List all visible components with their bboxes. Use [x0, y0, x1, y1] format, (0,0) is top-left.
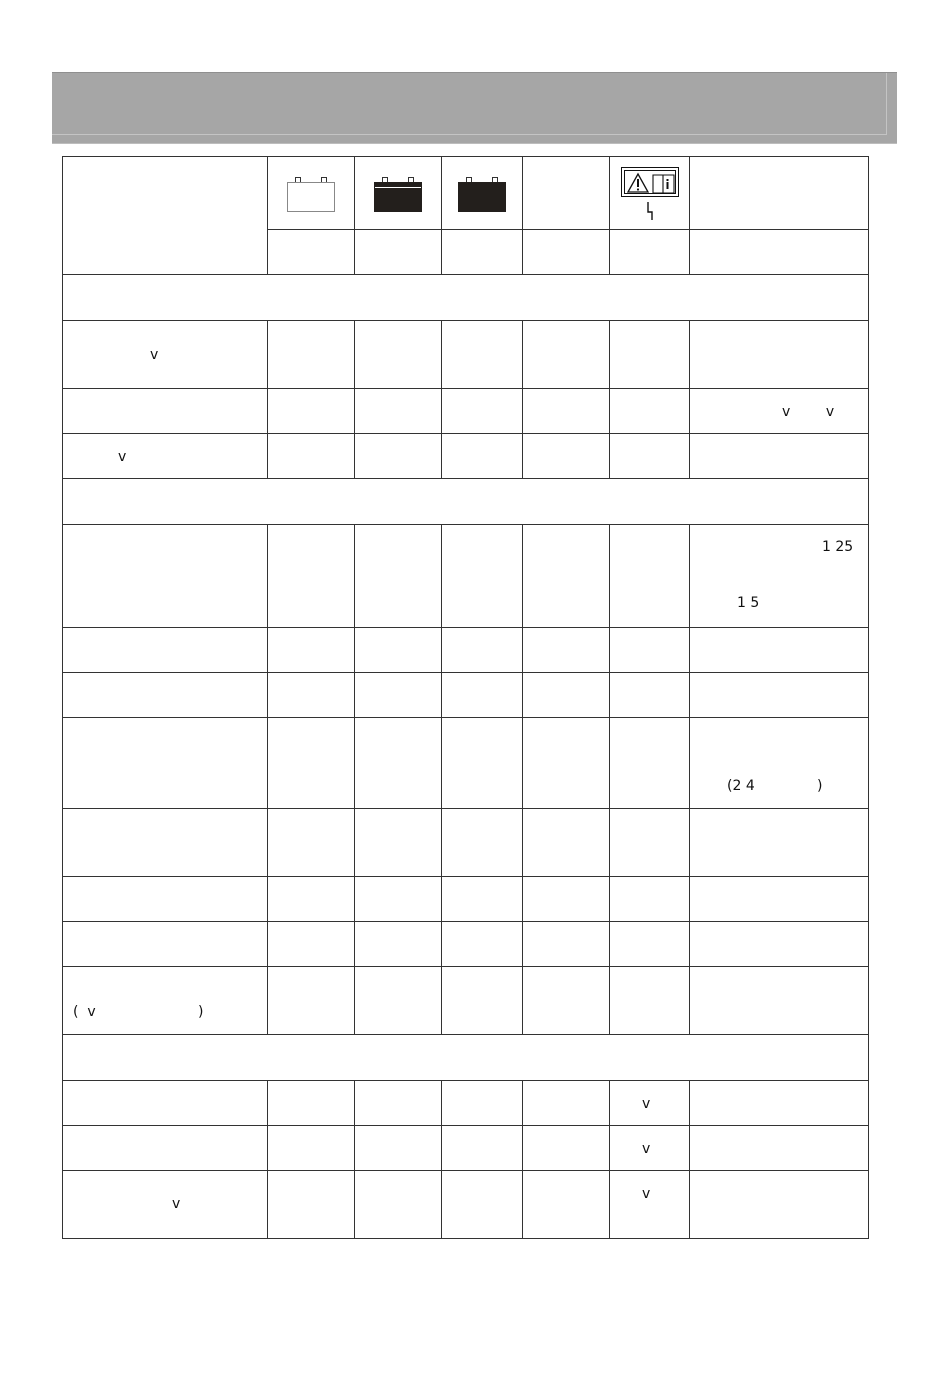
- cell: [355, 718, 442, 809]
- cell: [442, 434, 523, 479]
- cell: [610, 673, 690, 718]
- cell: [268, 673, 355, 718]
- table-row: [63, 967, 869, 1035]
- cell: [523, 321, 610, 389]
- row-label-cell: [63, 809, 268, 877]
- cell: [442, 321, 523, 389]
- cell: [523, 389, 610, 434]
- table-row: [63, 673, 869, 718]
- cell: [355, 1081, 442, 1126]
- cell: [442, 877, 523, 922]
- cell: [690, 922, 869, 967]
- desc-text-line1: 1 25: [822, 539, 854, 555]
- cell: [523, 230, 610, 275]
- table-row: [63, 389, 869, 434]
- section-cell: [63, 1035, 869, 1081]
- cell: [355, 628, 442, 673]
- cell: [442, 718, 523, 809]
- cell: [610, 1081, 690, 1126]
- section-row-2: [63, 479, 869, 525]
- table-header-row: [63, 157, 869, 230]
- cell: [610, 321, 690, 389]
- desc-text: v v: [782, 404, 835, 420]
- table-row: [63, 628, 869, 673]
- cell: [442, 525, 523, 628]
- cell: [268, 434, 355, 479]
- header-cell-col2: [355, 157, 442, 230]
- warning-manual-icon: [621, 167, 679, 197]
- cell: [523, 809, 610, 877]
- cell: [610, 718, 690, 809]
- header-cell-col5: [610, 157, 690, 230]
- cell: [610, 1126, 690, 1171]
- cell: [268, 628, 355, 673]
- row-label-cell: [63, 628, 268, 673]
- row-label-cell: [63, 922, 268, 967]
- cell: [610, 967, 690, 1035]
- cell: [610, 1171, 690, 1239]
- cell: [355, 673, 442, 718]
- desc-cell: [690, 718, 869, 809]
- row-label-cell: [63, 673, 268, 718]
- cell: [690, 877, 869, 922]
- bolt-icon: [645, 201, 655, 221]
- cell: [523, 877, 610, 922]
- cell: [268, 718, 355, 809]
- cell: [523, 434, 610, 479]
- cell: [442, 1171, 523, 1239]
- cell: [268, 321, 355, 389]
- cell: [268, 967, 355, 1035]
- cell: [610, 628, 690, 673]
- cell: [690, 673, 869, 718]
- row-label-cell: [63, 877, 268, 922]
- cell: [523, 922, 610, 967]
- cell: [442, 389, 523, 434]
- cell: [523, 1081, 610, 1126]
- cell: [268, 877, 355, 922]
- row-label-cell: [63, 718, 268, 809]
- row-label-text: v: [172, 1196, 181, 1212]
- desc-text-line2: 1 5: [737, 595, 760, 611]
- cell: [442, 967, 523, 1035]
- table-row: [63, 1081, 869, 1126]
- cell: [690, 628, 869, 673]
- cell: [268, 525, 355, 628]
- cell: [355, 809, 442, 877]
- header-cell-col1: [268, 157, 355, 230]
- header-corner-cell: [63, 157, 268, 275]
- spec-table: [62, 156, 869, 1239]
- cell: [268, 230, 355, 275]
- cell: [355, 877, 442, 922]
- header-cell-col3: [442, 157, 523, 230]
- battery-white-icon: [287, 177, 335, 213]
- cell: [690, 321, 869, 389]
- cell-text: v: [642, 1186, 651, 1202]
- cell: [690, 1171, 869, 1239]
- battery-black-striped-icon: [374, 177, 422, 213]
- cell: [523, 673, 610, 718]
- cell: [442, 809, 523, 877]
- cell: [355, 230, 442, 275]
- section-header-band: [52, 72, 897, 144]
- cell: [610, 922, 690, 967]
- cell: [442, 230, 523, 275]
- header-inner-line: [52, 134, 887, 135]
- cell: [355, 389, 442, 434]
- cell: [690, 1126, 869, 1171]
- desc-cell: [690, 389, 869, 434]
- cell: [610, 230, 690, 275]
- table-row: [63, 809, 869, 877]
- cell: [610, 389, 690, 434]
- cell: [268, 922, 355, 967]
- battery-black-icon: [458, 177, 506, 213]
- section-cell: [63, 479, 869, 525]
- table-row: [63, 525, 869, 628]
- cell: [268, 1081, 355, 1126]
- cell: [442, 1126, 523, 1171]
- cell: [268, 809, 355, 877]
- cell: [268, 1126, 355, 1171]
- cell: [355, 321, 442, 389]
- header-side-line: [886, 73, 887, 135]
- cell: [355, 1171, 442, 1239]
- cell: [690, 434, 869, 479]
- cell: [355, 525, 442, 628]
- table-row: [63, 434, 869, 479]
- cell: [690, 1081, 869, 1126]
- cell: [523, 967, 610, 1035]
- table-row: [63, 1126, 869, 1171]
- table-row: [63, 1171, 869, 1239]
- cell: [442, 673, 523, 718]
- desc-text: (2 4 ): [727, 778, 823, 794]
- cell: [523, 525, 610, 628]
- cell: [442, 1081, 523, 1126]
- cell: [523, 1171, 610, 1239]
- cell: [610, 434, 690, 479]
- row-label-text: v: [118, 449, 127, 465]
- cell-text: v: [642, 1096, 651, 1112]
- row-label-cell: [63, 389, 268, 434]
- cell: [690, 809, 869, 877]
- cell: [523, 718, 610, 809]
- cell: [610, 809, 690, 877]
- header-cell-col6: [690, 157, 869, 230]
- row-label-text: ( v ): [73, 1004, 204, 1020]
- cell: [355, 922, 442, 967]
- desc-cell: [690, 525, 869, 628]
- cell-text: v: [642, 1141, 651, 1157]
- cell: [442, 922, 523, 967]
- row-label-cell: [63, 1126, 268, 1171]
- row-label-cell: [63, 1081, 268, 1126]
- cell: [355, 967, 442, 1035]
- cell: [268, 1171, 355, 1239]
- cell: [523, 1126, 610, 1171]
- cell: [268, 389, 355, 434]
- row-label-cell: [63, 321, 268, 389]
- row-label-cell: [63, 967, 268, 1035]
- cell: [523, 628, 610, 673]
- cell: [442, 628, 523, 673]
- cell: [690, 967, 869, 1035]
- row-label-cell: [63, 1171, 268, 1239]
- section-cell: [63, 275, 869, 321]
- cell: [610, 525, 690, 628]
- table-row: [63, 922, 869, 967]
- row-label-text: v: [150, 347, 159, 363]
- table-row: [63, 718, 869, 809]
- row-label-cell: [63, 434, 268, 479]
- cell: [690, 230, 869, 275]
- row-label-cell: [63, 525, 268, 628]
- section-row-3: [63, 1035, 869, 1081]
- header-cell-col4: [523, 157, 610, 230]
- cell: [355, 434, 442, 479]
- table-row: [63, 321, 869, 389]
- table-row: [63, 877, 869, 922]
- cell: [355, 1126, 442, 1171]
- cell: [610, 877, 690, 922]
- section-row-1: [63, 275, 869, 321]
